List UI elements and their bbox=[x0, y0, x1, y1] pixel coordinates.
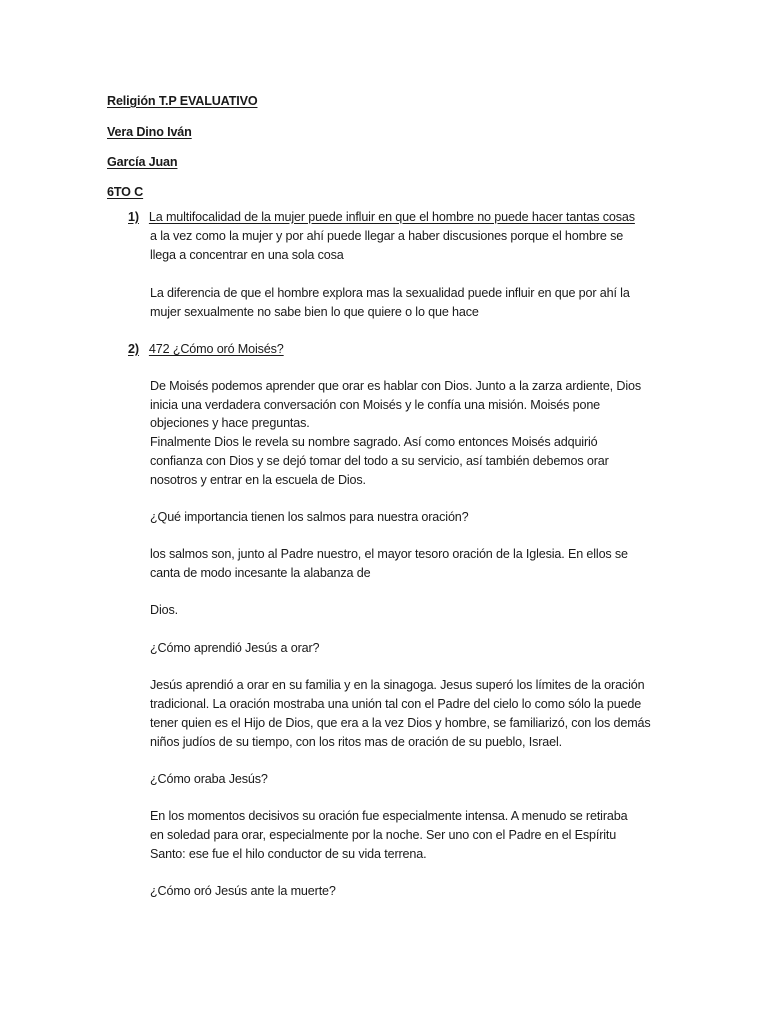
question-1-p2-line-1: La diferencia de que el hombre explora mas la sexualidad puede influir en que por ahí la bbox=[150, 286, 630, 300]
moises-answer-line-3: objeciones y hace preguntas. bbox=[150, 416, 310, 430]
oraba-question: ¿Cómo oraba Jesús? bbox=[150, 772, 268, 786]
oraba-answer-line-2: en soledad para orar, especialmente por la noche. Ser uno con el Padre en el Espíritu bbox=[150, 828, 617, 842]
salmos-answer-line-2: canta de modo incesante la alabanza de bbox=[150, 566, 371, 580]
aprendio-answer-line-1: Jesús aprendió a orar en su familia y en la sinagoga. Jesus superó los límites de la oración bbox=[150, 678, 645, 692]
question-2-line bbox=[128, 340, 284, 359]
question-2-number: 2) bbox=[128, 342, 139, 356]
salmos-answer-line-1: los salmos son, junto al Padre nuestro, el mayor tesoro oración de la Iglesia. En ellos se bbox=[150, 547, 628, 561]
document-title: Religión T.P EVALUATIVO bbox=[107, 94, 258, 108]
salmos-question: ¿Qué importancia tienen los salmos para nuestra oración? bbox=[150, 510, 469, 524]
student-name-1: Vera Dino Iván bbox=[107, 125, 192, 139]
grade-label: 6TO C bbox=[107, 185, 144, 199]
question-1-line bbox=[128, 208, 635, 227]
moises-answer-line-5: confianza con Dios y se dejó tomar del todo a su servicio, así también debemos orar bbox=[150, 454, 609, 468]
question-1-number: 1) bbox=[128, 210, 139, 224]
muerte-question: ¿Cómo oró Jesús ante la muerte? bbox=[150, 884, 336, 898]
question-1-text-line-2: a la vez como la mujer y por ahí puede llegar a haber discusiones porque el hombre se bbox=[150, 229, 624, 243]
aprendio-answer-line-4: niños judíos de su tiempo, con los ritos mas de oración de su pueblo, Israel. bbox=[150, 735, 562, 749]
question-1-text-line-1: La multifocalidad de la mujer puede influir en que el hombre no puede hacer tantas cosas bbox=[148, 210, 635, 224]
moises-answer-line-2: inicia una verdadera conversación con Moisés y le confía una misión. Moisés pone bbox=[150, 398, 601, 412]
aprendio-question: ¿Cómo aprendió Jesús a orar? bbox=[150, 641, 320, 655]
aprendio-answer-line-2: tradicional. La oración mostraba una unión tal con el Padre del cielo lo como sólo la puede bbox=[150, 697, 642, 711]
moises-answer-line-4: Finalmente Dios le revela su nombre sagrado. Así como entonces Moisés adquirió bbox=[150, 435, 598, 449]
aprendio-answer-line-3: tener quien es el Hijo de Dios, que era a la vez Dios y hombre, se familiarizó, con los demás bbox=[150, 716, 651, 730]
salmos-answer-end: Dios. bbox=[150, 603, 178, 617]
student-name-2: García Juan bbox=[107, 155, 178, 169]
question-1-p2-line-2: mujer sexualmente no sabe bien lo que quiere o lo que hace bbox=[150, 305, 479, 319]
question-2-heading: 472 ¿Cómo oró Moisés? bbox=[148, 342, 284, 356]
question-1-text-line-3: llega a concentrar en una sola cosa bbox=[150, 248, 344, 262]
oraba-answer-line-1: En los momentos decisivos su oración fue especialmente intensa. A menudo se retiraba bbox=[150, 809, 628, 823]
moises-answer-line-6: nosotros y entrar en la escuela de Dios. bbox=[150, 473, 366, 487]
oraba-answer-line-3: Santo: ese fue el hilo conductor de su vida terrena. bbox=[150, 847, 427, 861]
moises-answer-line-1: De Moisés podemos aprender que orar es hablar con Dios. Junto a la zarza ardiente, Dios bbox=[150, 379, 641, 393]
